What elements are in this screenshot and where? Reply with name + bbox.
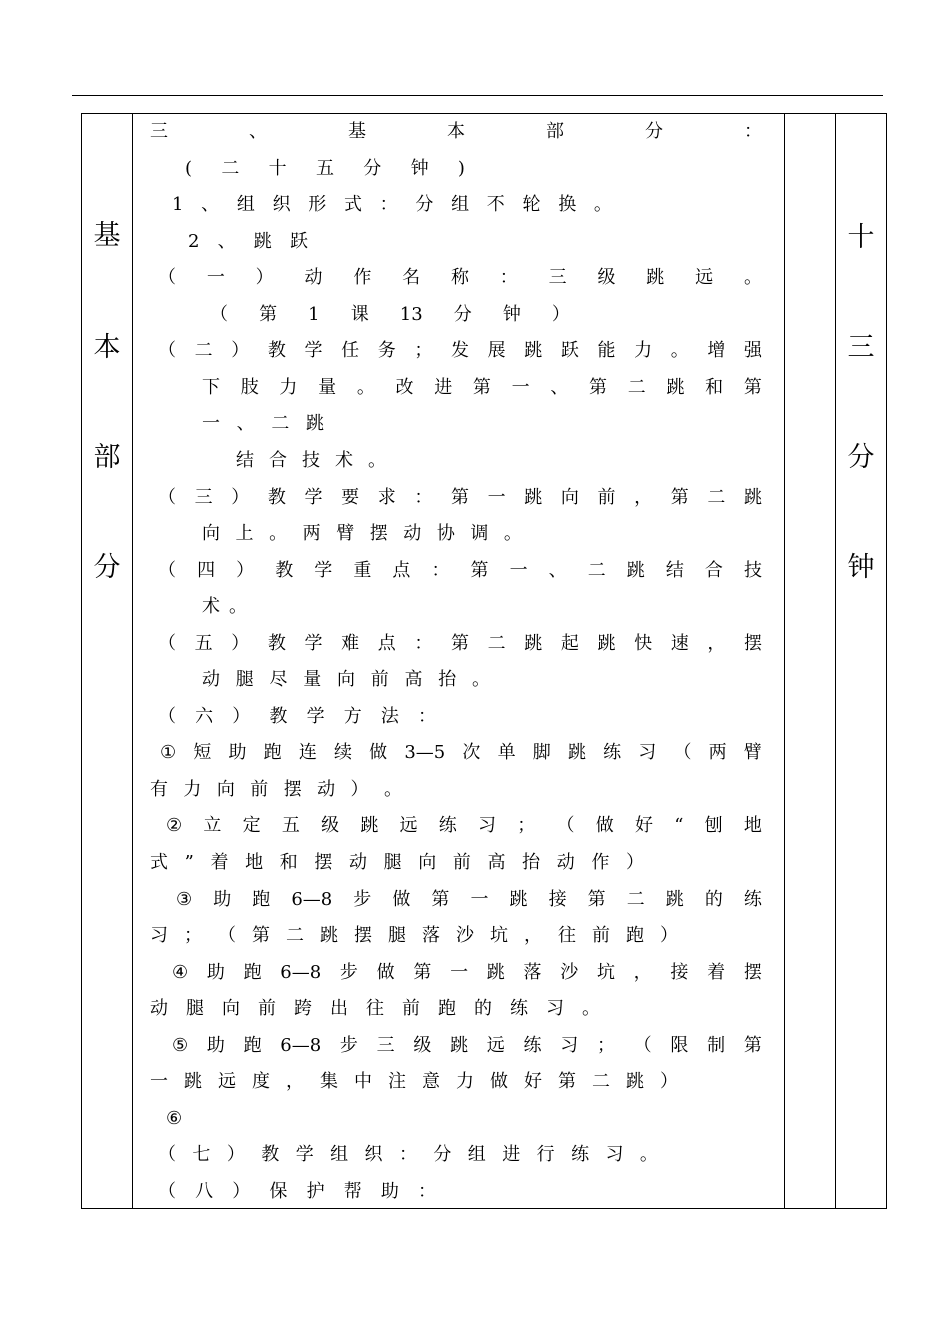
content-line: 向 上 。 两 臂 摆 动 协 调 。 <box>202 523 522 545</box>
content-line: （ 五 ） 教 学 难 点 ： 第 二 跳 起 跳 快 速 ， 摆 <box>158 632 762 654</box>
content-line: 动 腿 向 前 跨 出 往 前 跑 的 练 习 。 <box>150 998 600 1020</box>
section-label-char: 本 <box>93 332 121 363</box>
content-line: 1 、 组 织 形 式 ： 分 组 不 轮 换 。 <box>172 194 612 216</box>
content-line: （ 七 ） 教 学 组 织 ： 分 组 进 行 练 习 。 <box>158 1144 658 1166</box>
column-divider <box>835 114 836 1208</box>
section-label-char: 部 <box>93 442 121 473</box>
content-line: 式 ” 着 地 和 摆 动 腿 向 前 高 抬 动 作 ） <box>150 852 644 873</box>
content-line: 习 ； （ 第 二 跳 摆 腿 落 沙 坑 ， 往 前 跑 ） <box>150 925 678 947</box>
column-divider <box>784 114 785 1208</box>
content-line: （ 一 ） 动 作 名 称 ： 三 级 跳 远 。 <box>158 267 762 289</box>
duration-label-char: 钟 <box>847 552 875 583</box>
duration-label-char: 分 <box>847 442 875 473</box>
content-line: 下 肢 力 量 。 改 进 第 一 、 第 二 跳 和 第 <box>202 376 762 398</box>
content-line: 术 。 <box>202 596 247 618</box>
content-line: 有 力 向 前 摆 动 ） 。 <box>150 778 402 800</box>
content-line: （ 六 ） 教 学 方 法 ： <box>158 705 436 727</box>
content-line: 动 腿 尽 量 向 前 高 抬 。 <box>202 669 490 691</box>
content-line: ③ 助 跑 6—8 步 做 第 一 跳 接 第 二 跳 的 练 <box>176 888 762 910</box>
content-line: 2 、 跳 跃 <box>188 230 308 252</box>
content-line: （ 第 1 课 13 分 钟 ） <box>210 303 570 325</box>
duration-label-char: 十 <box>847 222 875 253</box>
content-line: 一 跳 远 度 ， 集 中 注 意 力 做 好 第 二 跳 ） <box>150 1071 678 1093</box>
content-line: （ 八 ） 保 护 帮 助 ： <box>158 1180 436 1202</box>
header-rule <box>72 95 883 96</box>
content-line: ④ 助 跑 6—8 步 做 第 一 跳 落 沙 坑 ， 接 着 摆 <box>172 961 762 983</box>
content-line: （ 二 ） 教 学 任 务 ； 发 展 跳 跃 能 力 。 增 强 <box>158 340 762 362</box>
content-line: ① 短 助 跑 连 续 做 3—5 次 单 脚 跳 练 习 （ 两 臂 <box>160 742 762 764</box>
duration-label-char: 三 <box>847 332 875 363</box>
content-line: （ 四 ） 教 学 重 点 ： 第 一 、 二 跳 结 合 技 <box>158 559 762 581</box>
content-line: ② 立 定 五 级 跳 远 练 习 ； （ 做 好 “ 刨 地 <box>166 815 762 837</box>
content-line: 结 合 技 术 。 <box>236 449 386 471</box>
content-line: 三 、 基 本 部 分 ： <box>150 121 762 142</box>
section-label-char: 分 <box>93 552 121 583</box>
content-line: ( 二 十 五 分 钟 ) <box>185 157 465 179</box>
content-line: （ 三 ） 教 学 要 求 ： 第 一 跳 向 前 ， 第 二 跳 <box>158 486 762 508</box>
section-label-char: 基 <box>93 220 121 251</box>
content-line: 一 、 二 跳 <box>202 413 324 435</box>
column-divider <box>132 114 133 1208</box>
content-line: ⑤ 助 跑 6—8 步 三 级 跳 远 练 习 ； （ 限 制 第 <box>172 1034 762 1056</box>
content-line: ⑥ <box>166 1107 183 1129</box>
